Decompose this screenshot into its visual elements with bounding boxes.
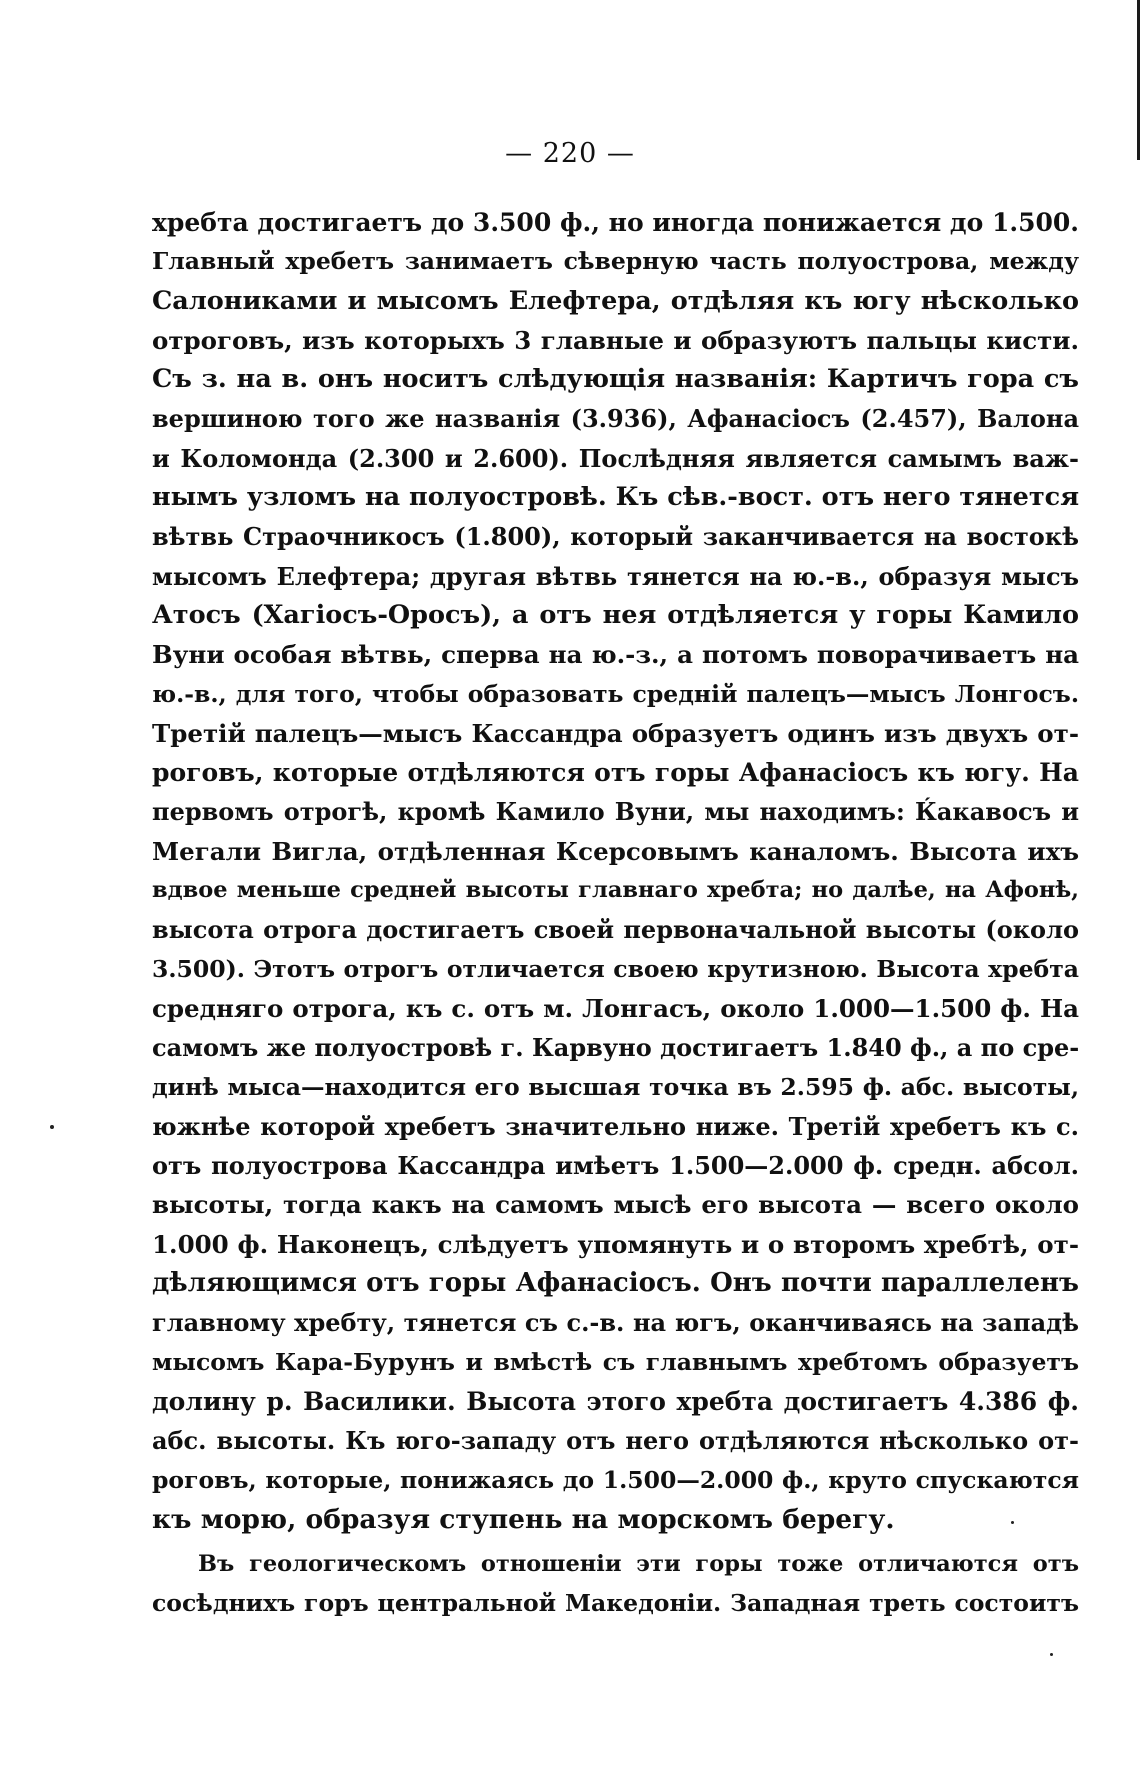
text-line: вершиною того же названія (3.936), Афанасіосъ (2.457), Валона — [152, 404, 1079, 434]
text-line: отъ полуострова Кассандра имѣетъ 1.500—2.000 ф. средн. абсол. — [152, 1151, 1079, 1181]
text-line: сосѣднихъ горъ центральной Македоніи. Западная треть состоитъ — [152, 1589, 1079, 1618]
text-line: Третій палецъ—мысъ Кассандра образуетъ одинъ изъ двухъ от- — [152, 718, 1079, 748]
paragraph-2 — [152, 1545, 1079, 1624]
text-line: мысомъ Елефтера; другая вѣтвь тянется на ю.-в., образуя мысъ — [152, 561, 1079, 591]
text-line: самомъ же полуостровѣ г. Карвуно достигаетъ 1.840 ф., а по сре- — [152, 1033, 1080, 1063]
text-line: главному хребту, тянется съ с.-в. на югъ, оканчиваясь на западѣ — [152, 1308, 1079, 1338]
text-line: абс. высоты. Къ юго-западу отъ него отдѣляются нѣсколько от- — [152, 1426, 1079, 1456]
text-line: отроговъ, изъ которыхъ 3 главные и образуютъ пальцы кисти. — [152, 325, 1079, 355]
text-line: Салониками и мысомъ Елефтера, отдѣляя къ югу нѣсколько — [152, 285, 1079, 316]
text-line: высота отрога достигаетъ своей первоначальной высоты (около — [152, 915, 1079, 945]
text-line: роговъ, которые, понижаясь до 1.500—2.000 ф., круто спускаются — [152, 1465, 1079, 1494]
scan-speck — [1050, 1653, 1053, 1656]
text-line: 3.500). Этотъ отрогъ отличается своею крутизною. Высота хребта — [152, 954, 1079, 983]
page-number: — 220 — — [505, 138, 635, 169]
text-line: вѣтвь Страочникосъ (1.800), который заканчивается на востокѣ — [152, 522, 1079, 552]
text-line: нымъ узломъ на полуостровѣ. Къ сѣв.-вост. отъ него тянется — [152, 482, 1080, 513]
text-line: высоты, тогда какъ на самомъ мысѣ его высота — всего около — [152, 1190, 1079, 1220]
text-line: Атосъ (Хагіосъ-Оросъ), а отъ нея отдѣляется у горы Камило — [152, 599, 1079, 630]
text-line: Главный хребетъ занимаетъ сѣверную часть полуострова, между — [152, 247, 1079, 276]
paragraph-1 — [152, 203, 1079, 1539]
text-line: мысомъ Кара-Бурунъ и вмѣстѣ съ главнымъ хребтомъ образуетъ — [152, 1347, 1079, 1376]
text-line: хребта достигаетъ до 3.500 ф., но иногда понижается до 1.500. — [152, 208, 1079, 237]
text-line: Вуни особая вѣтвь, сперва на ю.-з., а потомъ поворачиваетъ на — [152, 640, 1079, 670]
text-line: первомъ отрогѣ, кромѣ Камило Вуни, мы находимъ: Ќакавосъ и — [152, 797, 1079, 827]
text-line: къ морю, образуя ступень на морскомъ берегу. — [152, 1503, 895, 1535]
text-line: Въ геологическомъ отношеніи эти горы тоже отличаются отъ — [198, 1551, 1079, 1578]
text-line: ю.-в., для того, чтобы образовать средній палецъ—мысъ Лонгосъ. — [152, 679, 1079, 708]
text-line: южнѣе которой хребетъ значительно ниже. Третій хребетъ къ с. — [152, 1111, 1079, 1141]
text-line: дѣляющимся отъ горы Афанасіосъ. Онъ почти параллеленъ — [152, 1268, 1079, 1299]
text-line: динѣ мыса—находится его высшая точка въ 2.595 ф. абс. высоты, — [152, 1072, 1079, 1101]
text-line: вдвое меньше средней высоты главнаго хребта; но далѣе, на Афонѣ, — [152, 877, 1079, 904]
text-line: Мегали Вигла, отдѣленная Ксерсовымъ каналомъ. Высота ихъ — [152, 836, 1079, 866]
text-line: средняго отрога, къ с. отъ м. Лонгасъ, около 1.000—1.500 ф. На — [152, 993, 1079, 1023]
text-line: 1.000 ф. Наконецъ, слѣдуетъ упомянуть и о второмъ хребтѣ, от- — [152, 1229, 1079, 1259]
text-line: Съ з. на в. онъ носитъ слѣдующія названія: Картичъ гора съ — [152, 364, 1079, 395]
scan-speck — [50, 1125, 54, 1129]
text-line: роговъ, которые отдѣляются отъ горы Афанасіосъ къ югу. На — [152, 758, 1079, 788]
text-line: долину р. Василики. Высота этого хребта достигаетъ 4.386 ф. — [152, 1386, 1079, 1416]
page-text — [152, 203, 1079, 1624]
text-line: и Коломонда (2.300 и 2.600). Послѣдняя является самымъ важ- — [152, 443, 1079, 473]
